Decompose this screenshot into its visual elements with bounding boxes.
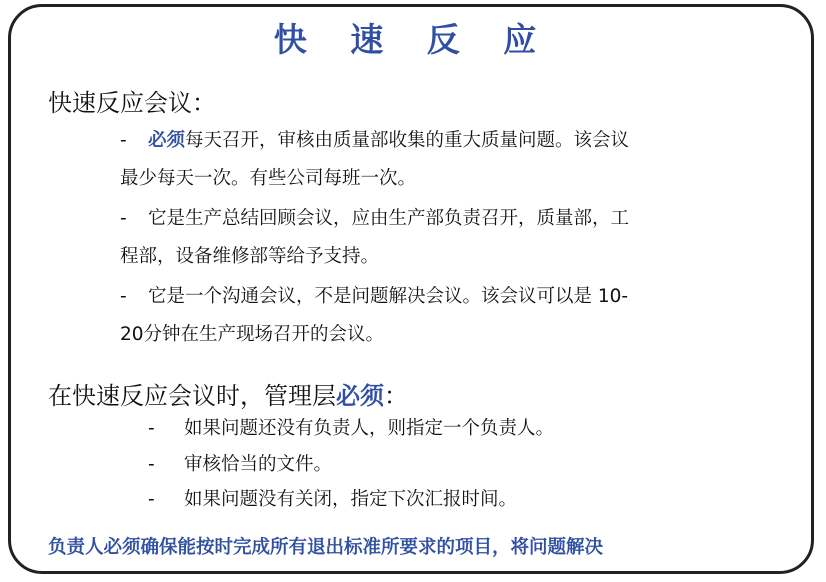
bullet-3	[120, 278, 628, 354]
item-text: 审核恰当的文件。	[184, 454, 333, 475]
slide-title: 快 速 反 应	[273, 20, 553, 59]
item-text: 如果问题还没有负责人，则指定一个负责人。	[184, 418, 555, 439]
section2-heading-suffix: ：	[384, 382, 408, 410]
footer-note: 负责人必须确保能按时完成所有退出标准所要求的项目，将问题解决	[48, 537, 604, 558]
section1-heading: 快速反应会议：	[48, 89, 216, 117]
item-dash: -	[148, 454, 155, 475]
section2-heading-prefix: 在快速反应会议时，管理层	[48, 382, 336, 410]
bullet-2	[120, 200, 629, 276]
section2-heading	[48, 376, 408, 411]
item-text: 如果问题没有关闭，指定下次汇报时间。	[184, 489, 518, 510]
emphasis-must: 必须	[148, 130, 186, 151]
item-dash: -	[148, 489, 155, 510]
bullet-3-line2: 20分钟在生产现场召开的会议。	[120, 324, 385, 345]
bullet-2-line2: 程部，设备维修部等给予支持。	[120, 246, 380, 267]
section2-heading-emphasis: 必须	[336, 382, 384, 410]
list-item	[148, 414, 554, 440]
list-item	[148, 450, 332, 476]
bullet-1-line1: 每天召开，审核由质量部收集的重大质量问题。该会议	[185, 130, 630, 151]
list-item	[148, 485, 517, 511]
bullet-1	[120, 122, 629, 198]
bullet-dash: -	[120, 130, 127, 151]
bullet-2-line1: 它是生产总结回顾会议，应由生产部负责召开，质量部，工	[148, 208, 630, 229]
bullet-dash: -	[120, 208, 127, 229]
bullet-1-line2: 最少每天一次。有些公司每班一次。	[120, 168, 417, 189]
bullet-3-line1: 它是一个沟通会议，不是问题解决会议。该会议可以是 10-	[148, 286, 629, 307]
bullet-dash: -	[120, 286, 127, 307]
item-dash: -	[148, 418, 155, 439]
